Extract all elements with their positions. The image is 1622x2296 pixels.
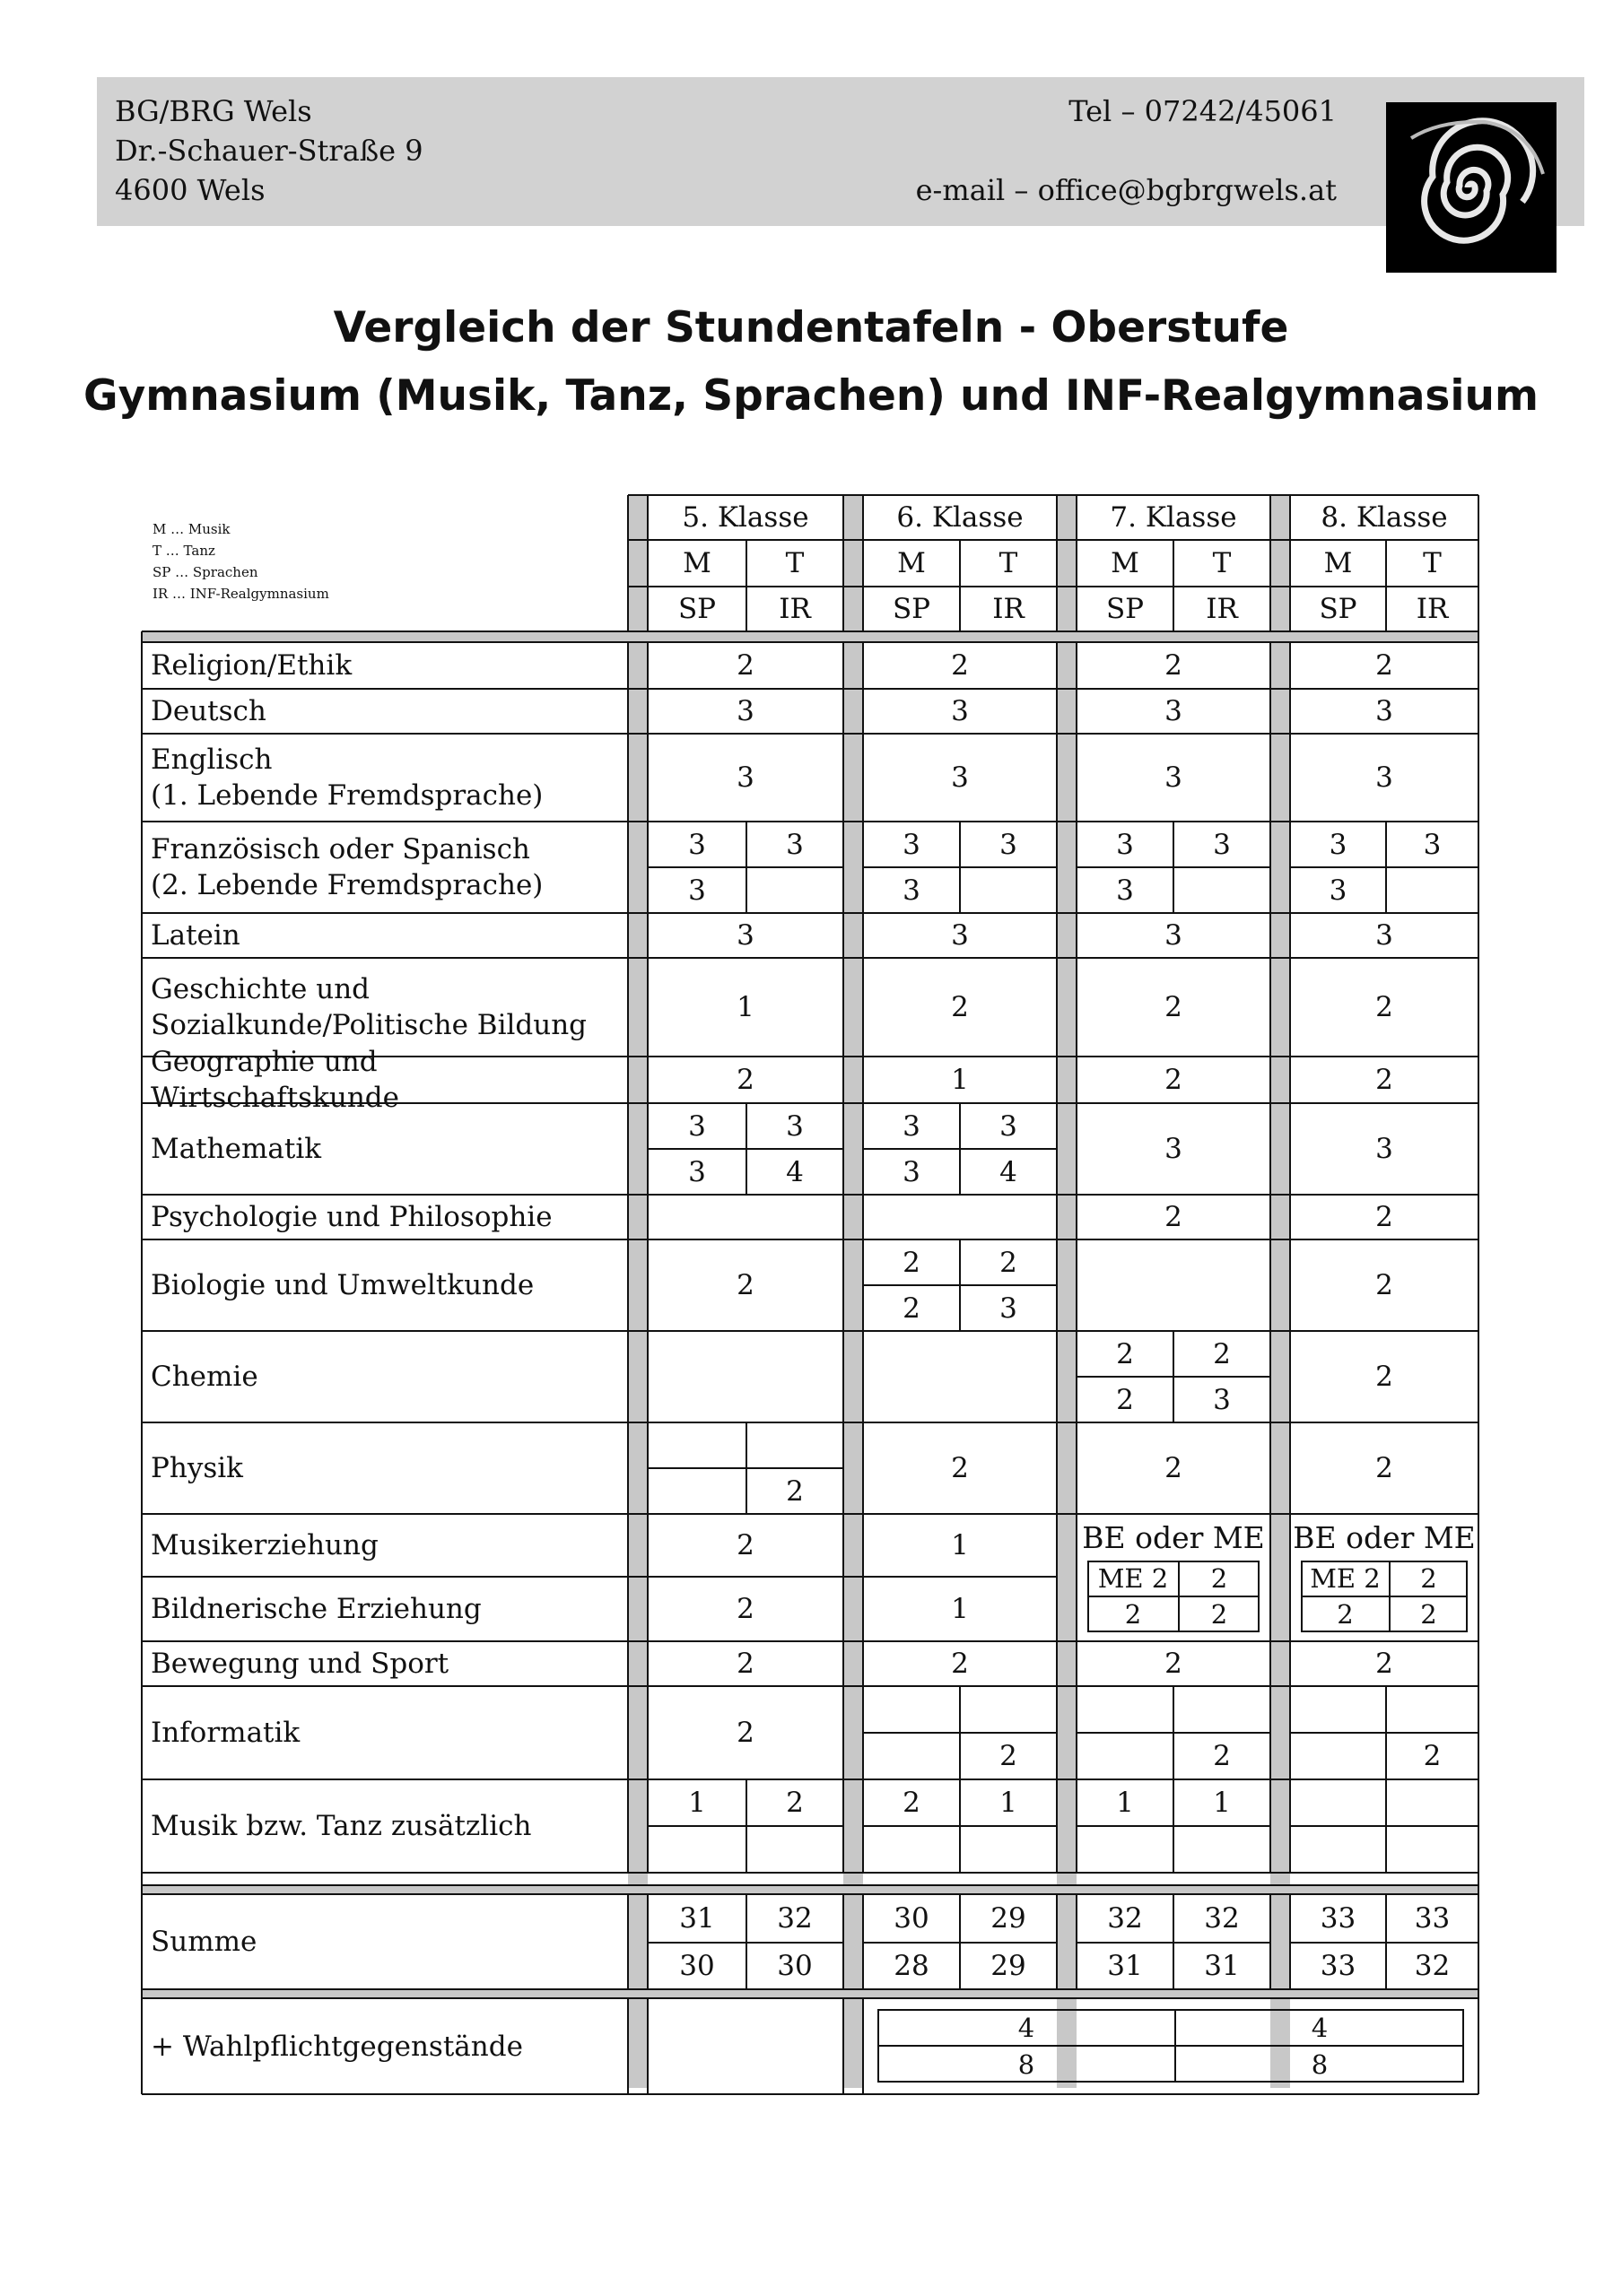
wahlpflicht-value: 4 xyxy=(1311,2012,1329,2043)
cell-value: 3 xyxy=(1213,1383,1231,1416)
cell-value: 3 xyxy=(1375,695,1393,727)
cell-value: 3 xyxy=(1329,874,1347,907)
be-me-value: 2 xyxy=(1210,1563,1228,1594)
cell-value: 2 xyxy=(1116,1383,1134,1416)
spiral-logo-icon xyxy=(1386,102,1557,273)
cell-value: 2 xyxy=(1164,991,1182,1023)
row-label xyxy=(151,1577,626,1641)
sub-header-ir: IR xyxy=(1416,593,1449,625)
grid-line xyxy=(627,495,629,631)
cell-value xyxy=(1290,1733,1386,1779)
school-city: 4600 Wels xyxy=(115,173,266,207)
cell-value: 2 xyxy=(737,1648,754,1680)
school-name: BG/BRG Wels xyxy=(115,94,312,128)
row-label-line: Mathematik xyxy=(151,1133,322,1165)
cell-value: 3 xyxy=(1375,761,1393,794)
cell-value: 3 xyxy=(1329,828,1347,861)
summe-value: 32 xyxy=(1107,1902,1143,1935)
grid-line xyxy=(627,1422,629,1514)
row-label-line: Englisch xyxy=(151,744,273,776)
cell-value: 2 xyxy=(1375,649,1393,682)
row-label xyxy=(151,1239,626,1331)
sub-header-ir: IR xyxy=(1206,593,1238,625)
row-label-line: Geschichte und xyxy=(151,973,371,1005)
cell-value xyxy=(1173,1826,1270,1873)
grid-line xyxy=(142,631,1478,632)
sub-header-sp: SP xyxy=(892,593,931,625)
grid-line xyxy=(627,689,629,734)
row-label-line: Französisch oder Spanisch xyxy=(151,833,530,865)
grid-line xyxy=(142,2093,1478,2095)
row-label-line: Chemie xyxy=(151,1361,258,1393)
cell-value: 2 xyxy=(903,1246,920,1279)
summe-value: 30 xyxy=(679,1950,715,1982)
cell-value xyxy=(648,1826,746,1873)
grid-line xyxy=(627,913,629,958)
cell-value: 2 xyxy=(999,1246,1017,1279)
grid-line xyxy=(627,1577,629,1641)
sub-header-m: M xyxy=(1111,547,1139,579)
cell-value xyxy=(1077,1239,1270,1331)
row-label-line: Musik bzw. Tanz zusätzlich xyxy=(151,1810,532,1842)
sub-header-sp: SP xyxy=(1105,593,1145,625)
cell-value: 2 xyxy=(903,1787,920,1819)
row-label xyxy=(151,913,626,958)
cell-value xyxy=(1173,1686,1270,1733)
school-email: e-mail – office@bgbrgwels.at xyxy=(915,173,1337,207)
cell-value: 3 xyxy=(1423,828,1442,861)
cell-value: 2 xyxy=(737,1064,754,1096)
cell-value xyxy=(960,1826,1057,1873)
cell-value: 2 xyxy=(951,991,969,1023)
cell-value xyxy=(960,867,1057,913)
cell-value xyxy=(1386,1779,1478,1826)
cell-value: 2 xyxy=(1375,1269,1393,1301)
cell-value: 3 xyxy=(1213,828,1231,861)
row-label xyxy=(151,642,626,689)
cell-value xyxy=(1077,1686,1173,1733)
cell-value: 2 xyxy=(737,1717,754,1749)
cell-value xyxy=(648,1195,843,1239)
be-me-value: ME 2 xyxy=(1310,1563,1381,1594)
cell-value: 3 xyxy=(999,828,1017,861)
cell-value: 2 xyxy=(737,1269,754,1301)
row-label-line: Geographie und Wirtschaftskunde xyxy=(151,1046,399,1114)
class-header: 5. Klasse xyxy=(682,501,809,534)
cell-value xyxy=(863,1331,1057,1422)
row-label xyxy=(151,1331,626,1422)
sub-header-t: T xyxy=(1423,547,1442,579)
row-label-line: Psychologie und Philosophie xyxy=(151,1201,553,1233)
summe-value: 30 xyxy=(894,1902,929,1935)
sub-header-m: M xyxy=(897,547,926,579)
cell-value: 3 xyxy=(786,1109,804,1143)
cell-value: 1 xyxy=(951,1529,969,1561)
grid-line xyxy=(627,1103,629,1195)
row-label xyxy=(151,822,626,913)
cell-value: 3 xyxy=(951,919,969,952)
grid-line xyxy=(627,1641,629,1686)
cell-value xyxy=(648,1468,746,1514)
cell-value: 2 xyxy=(1423,1740,1442,1772)
cell-value: 1 xyxy=(951,1064,969,1096)
summe-value: 31 xyxy=(1107,1950,1143,1982)
cell-value: 2 xyxy=(737,1593,754,1625)
row-label-line: Biologie und Umweltkunde xyxy=(151,1269,535,1301)
cell-value: 3 xyxy=(903,874,920,907)
cell-value xyxy=(1386,1826,1478,1873)
cell-value: 2 xyxy=(951,1452,969,1484)
cell-value: 3 xyxy=(903,828,920,861)
grid-line xyxy=(627,1686,629,1779)
row-label-line: (1. Lebende Fremdsprache) xyxy=(151,779,544,812)
cell-value: 4 xyxy=(786,1155,804,1188)
row-label-line: Physik xyxy=(151,1452,243,1484)
row-label xyxy=(151,1422,626,1514)
grid-line xyxy=(142,1884,1478,1886)
grid-line xyxy=(627,1998,629,2094)
cell-value: 2 xyxy=(1375,1648,1393,1680)
row-label xyxy=(151,1046,626,1114)
be-me-value: 2 xyxy=(1420,1599,1437,1630)
wahlpflicht-value: 4 xyxy=(1017,2012,1035,2043)
row-label xyxy=(151,1686,626,1779)
cell-value: 2 xyxy=(1164,1452,1182,1484)
cell-value: 2 xyxy=(1213,1740,1231,1772)
cell-value: 3 xyxy=(1164,919,1182,952)
cell-value xyxy=(863,1195,1057,1239)
class-header: 6. Klasse xyxy=(896,501,1024,534)
row-label xyxy=(151,734,626,822)
row-label-line: Bewegung und Sport xyxy=(151,1648,449,1680)
cell-value: 3 xyxy=(951,761,969,794)
grid-line xyxy=(627,1779,629,1873)
grid-line xyxy=(627,734,629,822)
cell-value xyxy=(1173,867,1270,913)
cell-value: 2 xyxy=(903,1292,920,1325)
cell-value: 3 xyxy=(688,1155,706,1188)
cell-value: 3 xyxy=(903,1109,920,1143)
cell-value xyxy=(746,1826,843,1873)
row-label-line: Musikerziehung xyxy=(151,1529,379,1561)
grid-line xyxy=(627,1894,629,1989)
cell-value: 2 xyxy=(1164,649,1182,682)
summe-value: 33 xyxy=(1320,1950,1356,1982)
cell-value: 2 xyxy=(786,1787,804,1819)
legend-item: T … Tanz xyxy=(153,543,215,559)
cell-value: 3 xyxy=(1116,828,1134,861)
row-label-line: Religion/Ethik xyxy=(151,649,353,682)
cell-value: 3 xyxy=(786,828,804,861)
cell-value: 2 xyxy=(1213,1337,1231,1370)
class-header: 7. Klasse xyxy=(1110,501,1237,534)
grid-line xyxy=(862,1998,864,2094)
cell-value xyxy=(1290,1686,1386,1733)
cell-value: 2 xyxy=(1164,1648,1182,1680)
row-label xyxy=(151,958,626,1057)
grid-line xyxy=(1269,1577,1271,1641)
row-label xyxy=(151,1779,626,1873)
cell-value: 3 xyxy=(1375,919,1393,952)
cell-value: 2 xyxy=(737,1529,754,1561)
sub-header-ir: IR xyxy=(992,593,1025,625)
cell-value: 2 xyxy=(951,649,969,682)
cell-value: 1 xyxy=(688,1787,706,1819)
cell-value: 3 xyxy=(688,1109,706,1143)
row-label xyxy=(151,1641,626,1686)
row-label-line: (2. Lebende Fremdsprache) xyxy=(151,869,544,901)
cell-value: 2 xyxy=(737,649,754,682)
wahlpflicht-value: 8 xyxy=(1311,2048,1329,2080)
school-street: Dr.-Schauer-Straße 9 xyxy=(115,134,423,168)
sub-header-sp: SP xyxy=(677,593,717,625)
summe-value: 33 xyxy=(1320,1902,1356,1935)
row-label-line: Bildnerische Erziehung xyxy=(151,1593,482,1625)
cell-value xyxy=(648,1331,843,1422)
sub-header-ir: IR xyxy=(779,593,811,625)
cell-value: 2 xyxy=(999,1740,1017,1772)
cell-value: 3 xyxy=(1116,874,1134,907)
cell-value xyxy=(1077,1826,1173,1873)
cell-value: 3 xyxy=(999,1292,1017,1325)
summe-value: 33 xyxy=(1414,1902,1451,1935)
cell-value: 3 xyxy=(688,828,706,861)
cell-value xyxy=(960,1686,1057,1733)
cell-value: 3 xyxy=(1164,695,1182,727)
cell-value: 3 xyxy=(737,919,754,952)
grid-line xyxy=(627,958,629,1057)
cell-value: 3 xyxy=(737,695,754,727)
cell-value xyxy=(1290,1779,1386,1826)
cell-value: 1 xyxy=(999,1787,1017,1819)
title-line-1: Vergleich der Stundentafeln - Oberstufe xyxy=(333,303,1289,352)
cell-value: 3 xyxy=(1164,761,1182,794)
be-me-title: BE oder ME xyxy=(1293,1519,1476,1555)
row-label xyxy=(151,1195,626,1239)
grid-line xyxy=(627,822,629,913)
summe-value: 32 xyxy=(1204,1902,1240,1935)
grid-line xyxy=(142,1988,1478,1990)
cell-value: 2 xyxy=(786,1474,804,1508)
cell-value: 3 xyxy=(1375,1133,1393,1165)
summe-value: 31 xyxy=(679,1902,715,1935)
wahlpflicht-label: + Wahlpflichtgegenstände xyxy=(151,2030,523,2063)
cell-value: 2 xyxy=(1116,1337,1134,1370)
sub-header-m: M xyxy=(1323,547,1353,579)
cell-value: 2 xyxy=(1375,991,1393,1023)
be-me-value: 2 xyxy=(1124,1599,1142,1630)
legend-item: M … Musik xyxy=(153,521,231,537)
grid-line xyxy=(1076,1577,1077,1641)
be-me-value: 2 xyxy=(1420,1563,1437,1594)
cell-value: 3 xyxy=(903,1155,920,1188)
cell-value xyxy=(863,1733,960,1779)
cell-value: 3 xyxy=(951,695,969,727)
be-me-title: BE oder ME xyxy=(1082,1519,1265,1555)
cell-value xyxy=(648,1422,746,1468)
cell-value xyxy=(1386,867,1478,913)
cell-value: 3 xyxy=(688,874,706,907)
grid-line xyxy=(842,1998,844,2094)
row-label xyxy=(151,1103,626,1195)
summe-value: 31 xyxy=(1204,1950,1240,1982)
cell-value: 2 xyxy=(1375,1201,1393,1233)
cell-value: 3 xyxy=(999,1109,1017,1143)
cell-value: 2 xyxy=(1375,1064,1393,1096)
title-line-2: Gymnasium (Musik, Tanz, Sprachen) und INF-Realgymnasium xyxy=(83,371,1539,421)
row-label xyxy=(151,1514,626,1577)
cell-value: 4 xyxy=(999,1155,1017,1188)
school-phone: Tel – 07242/45061 xyxy=(1068,94,1337,128)
sub-header-t: T xyxy=(1212,547,1232,579)
cell-value: 1 xyxy=(1116,1787,1134,1819)
summe-value: 30 xyxy=(777,1950,813,1982)
cell-value xyxy=(1077,1733,1173,1779)
summe-value: 29 xyxy=(990,1950,1026,1982)
grid-line xyxy=(141,631,143,2094)
grid-line xyxy=(627,1057,629,1103)
cell-value: 2 xyxy=(1164,1201,1182,1233)
cell-value: 1 xyxy=(951,1593,969,1625)
grid-line xyxy=(627,1331,629,1422)
summe-value: 32 xyxy=(777,1902,813,1935)
sub-header-sp: SP xyxy=(1319,593,1357,625)
row-label-line: Informatik xyxy=(151,1717,301,1749)
cell-value: 3 xyxy=(1164,1133,1182,1165)
row-label-line: Deutsch xyxy=(151,695,266,727)
grid-line xyxy=(627,1514,629,1577)
sub-header-t: T xyxy=(785,547,805,579)
cell-value: 2 xyxy=(951,1648,969,1680)
cell-value: 2 xyxy=(1375,1361,1393,1393)
sub-header-m: M xyxy=(683,547,711,579)
cell-value: 3 xyxy=(737,761,754,794)
grid-line xyxy=(647,1998,649,2094)
legend-item: IR … INF-Realgymnasium xyxy=(153,586,329,602)
cell-value: 2 xyxy=(1164,1064,1182,1096)
wahlpflicht-value: 8 xyxy=(1017,2048,1035,2080)
grid-line xyxy=(1289,1577,1291,1641)
class-header: 8. Klasse xyxy=(1321,501,1448,534)
grid-line xyxy=(627,642,629,689)
cell-value xyxy=(746,1422,843,1468)
summe-value: 28 xyxy=(894,1950,929,1982)
cell-value xyxy=(1386,1686,1478,1733)
summe-value: 32 xyxy=(1414,1950,1451,1982)
cell-value xyxy=(1290,1826,1386,1873)
row-label-line: Latein xyxy=(151,919,240,952)
be-me-value: 2 xyxy=(1337,1599,1354,1630)
sub-header-t: T xyxy=(998,547,1018,579)
summe-label: Summe xyxy=(151,1926,257,1958)
cell-value: 1 xyxy=(737,991,754,1023)
row-label-line: Sozialkunde/Politische Bildung xyxy=(151,1009,588,1041)
summe-value: 29 xyxy=(990,1902,1026,1935)
cell-value: 1 xyxy=(1213,1787,1231,1819)
grid-line xyxy=(627,1195,629,1239)
cell-value xyxy=(746,867,843,913)
row-label xyxy=(151,689,626,734)
be-me-value: 2 xyxy=(1210,1599,1228,1630)
legend-item: SP … Sprachen xyxy=(153,564,258,580)
cell-value xyxy=(863,1686,960,1733)
cell-value: 2 xyxy=(1375,1452,1393,1484)
be-me-value: ME 2 xyxy=(1097,1563,1169,1594)
grid-line xyxy=(627,1239,629,1331)
cell-value xyxy=(863,1826,960,1873)
